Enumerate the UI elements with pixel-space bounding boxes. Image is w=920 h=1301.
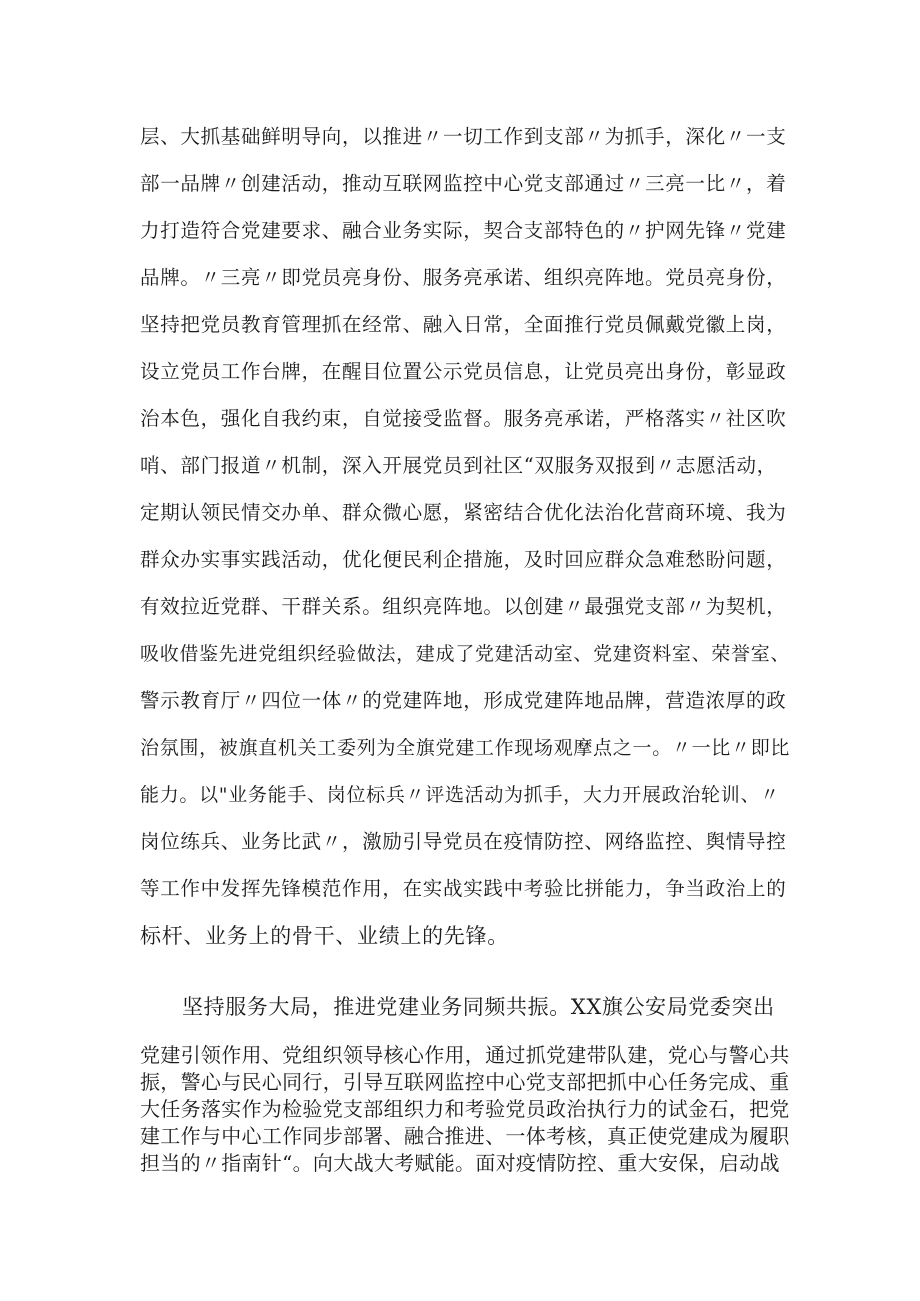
text-line: 层、大抓基础鲜明导向，以推进〃一切工作到支部〃为抓手，深化〃一支 — [140, 125, 787, 148]
text-line: 振，警心与民心同行，引导互联网监控中心党支部把抓中心任务完成、重 — [140, 1070, 790, 1094]
text-line: 岗位练兵、业务比武〃，激励引导党员在疫情防控、网络监控、舆情导控 — [140, 830, 787, 853]
text-line: 等工作中发挥先锋模范作用，在实战实践中考验比拼能力，争当政治上的 — [140, 877, 787, 900]
text-line: 党建引领作用、党组织领导核心作用，通过抓党建带队建，党心与警心共 — [140, 1043, 790, 1067]
text-line: 担当的〃指南针“。向大战大考赋能。面对疫情防控、重大安保，启动战 — [140, 1151, 780, 1175]
text-line: 能力。以"业务能手、岗位标兵〃评选活动为抓手，大力开展政治轮训、〃 — [140, 784, 780, 806]
text-line: 力打造符合党建要求、融合业务实际，契合支部特色的〃护网先锋〃党建 — [140, 219, 787, 242]
text-line: 吸收借鉴先进党组织经验做法，建成了党建活动室、党建资料室、荣誉室、 — [140, 643, 791, 665]
text-line: 品牌。〃三亮〃即党员亮身份、服务亮承诺、组织亮阵地。党员亮身份， — [140, 266, 787, 289]
text-line: 定期认领民情交办单、群众微心愿，紧密结合优化法治化营商环境、我为 — [140, 501, 787, 524]
text-line: 治氛围，被旗直机关工委列为全旗党建工作现场观摩点之一。〃一比〃即比 — [140, 737, 791, 759]
text-line: 坚持服务大局，推进党建业务同频共振。XX旗公安局党委突出 — [182, 995, 775, 1019]
text-line: 治本色，强化自我约束，自觉接受监督。服务亮承诺，严格落实〃社区吹 — [140, 407, 787, 430]
text-line: 警示教育厅〃四位一体〃的党建阵地，形成党建阵地品牌，营造浓厚的政 — [140, 689, 787, 712]
text-line: 部一品牌〃创建活动，推动互联网监控中心党支部通过〃三亮一比〃，着 — [140, 172, 787, 195]
text-line: 群众办实事实践活动，优化便民利企措施，及时回应群众急难愁盼问题， — [140, 548, 787, 571]
text-line: 大任务落实作为检验党支部组织力和考验党员政治执行力的试金石，把党 — [140, 1097, 790, 1121]
text-line: 标杆、业务上的骨干、业绩上的先锋。 — [140, 924, 509, 948]
text-line: 有效拉近党群、干群关系。组织亮阵地。以创建〃最强党支部〃为契机， — [140, 595, 787, 618]
text-line: 哨、部门报道〃机制，深入开展党员到社区“双服务双报到〃志愿活动， — [140, 454, 777, 477]
text-line: 设立党员工作台牌，在醒目位置公示党员信息，让党员亮出身份，彰显政 — [140, 360, 787, 383]
text-line: 建工作与中心工作同步部署、融合推进、一体考核，真正使党建成为履职 — [140, 1124, 790, 1148]
text-line: 坚持把党员教育管理抓在经常、融入日常，全面推行党员佩戴党徽上岗， — [140, 313, 787, 336]
